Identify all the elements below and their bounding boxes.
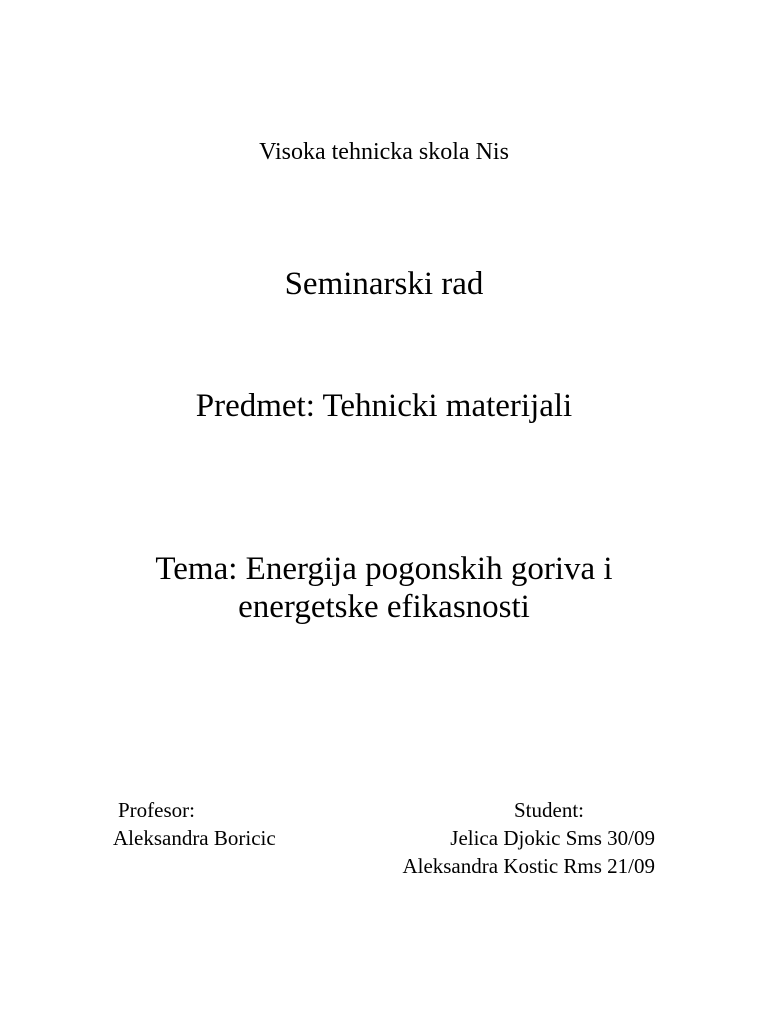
subject-line: Predmet: Tehnicki materijali xyxy=(195,388,573,424)
student-entry-1: Jelica Djokic Sms 30/09 xyxy=(450,826,655,850)
student-entry-2: Aleksandra Kostic Rms 21/09 xyxy=(402,854,655,878)
school-name: Visoka tehnicka skola Nis xyxy=(259,139,509,165)
document-title: Seminarski rad xyxy=(284,266,484,302)
professor-label: Profesor: xyxy=(118,798,195,822)
professor-name: Aleksandra Boricic xyxy=(113,826,276,850)
student-label: Student: xyxy=(514,798,585,822)
topic-line-2: energetske efikasnosti xyxy=(238,589,530,625)
topic-line-1: Tema: Energija pogonskih goriva i xyxy=(155,551,613,587)
